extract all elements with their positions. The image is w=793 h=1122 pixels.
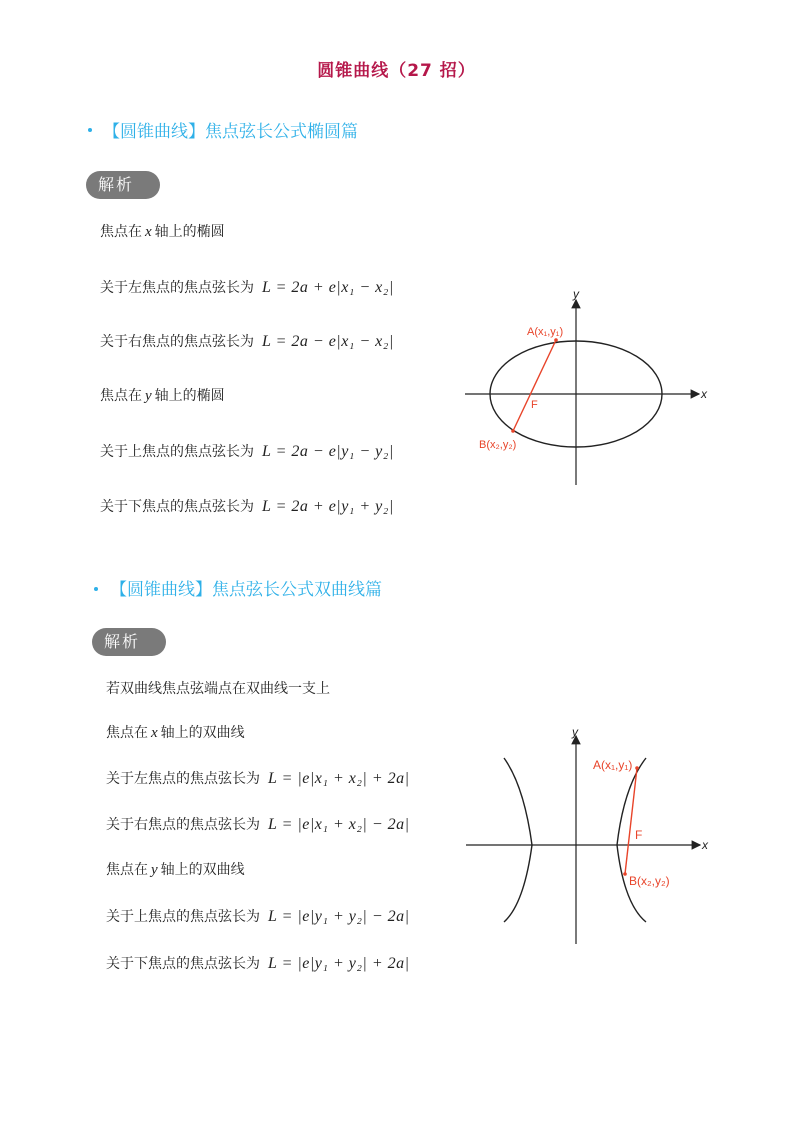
point-a-label: A(x₁,y₁): [593, 758, 633, 772]
section-heading: 【圆锥曲线】焦点弦长公式双曲线篇: [110, 580, 382, 600]
formula-line: 关于右焦点的焦点弦长为 L = 2a − e|x₁ − x₂|: [100, 329, 394, 355]
formula-line: 关于上焦点的焦点弦长为 L = |e|y₁ + y₂| − 2a|: [106, 904, 410, 930]
formula-line: 关于右焦点的焦点弦长为 L = |e|x₁ + x₂| − 2a|: [106, 812, 410, 838]
hyperbola-diagram: [460, 722, 715, 950]
formula-line: 关于下焦点的焦点弦长为 L = 2a + e|y₁ + y₂|: [100, 494, 394, 520]
formula-line: 关于上焦点的焦点弦长为 L = 2a − e|y₁ − y₂|: [100, 439, 394, 465]
point-b-dot: [623, 872, 627, 876]
formula: L = |e|x₁ + x₂| + 2a|: [268, 770, 410, 787]
formula-line: 关于下焦点的焦点弦长为 L = |e|y₁ + y₂| + 2a|: [106, 951, 410, 977]
page-title: 圆锥曲线（27 招）: [317, 61, 476, 81]
analysis-badge: 解析: [92, 628, 166, 656]
formula: L = |e|y₁ + y₂| + 2a|: [268, 955, 410, 972]
hyperbola-left-branch: [504, 758, 532, 922]
bullet-dot: [88, 128, 92, 132]
analysis-badge: 解析: [86, 171, 160, 199]
formula: L = 2a − e|x₁ − x₂|: [262, 333, 394, 350]
text-line: 焦点在 y 轴上的椭圆: [100, 388, 225, 404]
text-line: 若双曲线焦点弦端点在双曲线一支上: [106, 681, 330, 697]
point-b-label: B(x₂,y₂): [629, 874, 670, 888]
formula: L = 2a − e|y₁ − y₂|: [262, 443, 394, 460]
text-line: 焦点在 y 轴上的双曲线: [106, 862, 245, 878]
point-a-dot: [635, 766, 639, 770]
section-heading: 【圆锥曲线】焦点弦长公式椭圆篇: [103, 122, 358, 142]
y-axis-label: y: [572, 725, 578, 739]
bullet-dot: [94, 587, 98, 591]
y-axis-label: y: [573, 287, 579, 301]
formula-line: 关于左焦点的焦点弦长为 L = 2a + e|x₁ − x₂|: [100, 275, 394, 301]
text-line: 焦点在 x 轴上的双曲线: [106, 725, 245, 741]
point-b-dot: [511, 429, 515, 433]
ellipse-diagram: [455, 280, 715, 495]
formula-line: 关于左焦点的焦点弦长为 L = |e|x₁ + x₂| + 2a|: [106, 766, 410, 792]
x-axis-label: x: [702, 838, 708, 852]
x-axis-label: x: [701, 387, 707, 401]
formula: L = 2a + e|x₁ − x₂|: [262, 279, 394, 296]
text-line: 焦点在 x 轴上的椭圆: [100, 224, 225, 240]
focus-label: F: [635, 828, 643, 842]
point-b-label: B(x₂,y₂): [479, 439, 517, 451]
point-a-label: A(x₁,y₁): [527, 326, 564, 338]
formula: L = 2a + e|y₁ + y₂|: [262, 498, 394, 515]
point-a-dot: [554, 338, 558, 342]
formula: L = |e|x₁ + x₂| − 2a|: [268, 816, 410, 833]
formula: L = |e|y₁ + y₂| − 2a|: [268, 908, 410, 925]
focus-label: F: [531, 399, 538, 411]
